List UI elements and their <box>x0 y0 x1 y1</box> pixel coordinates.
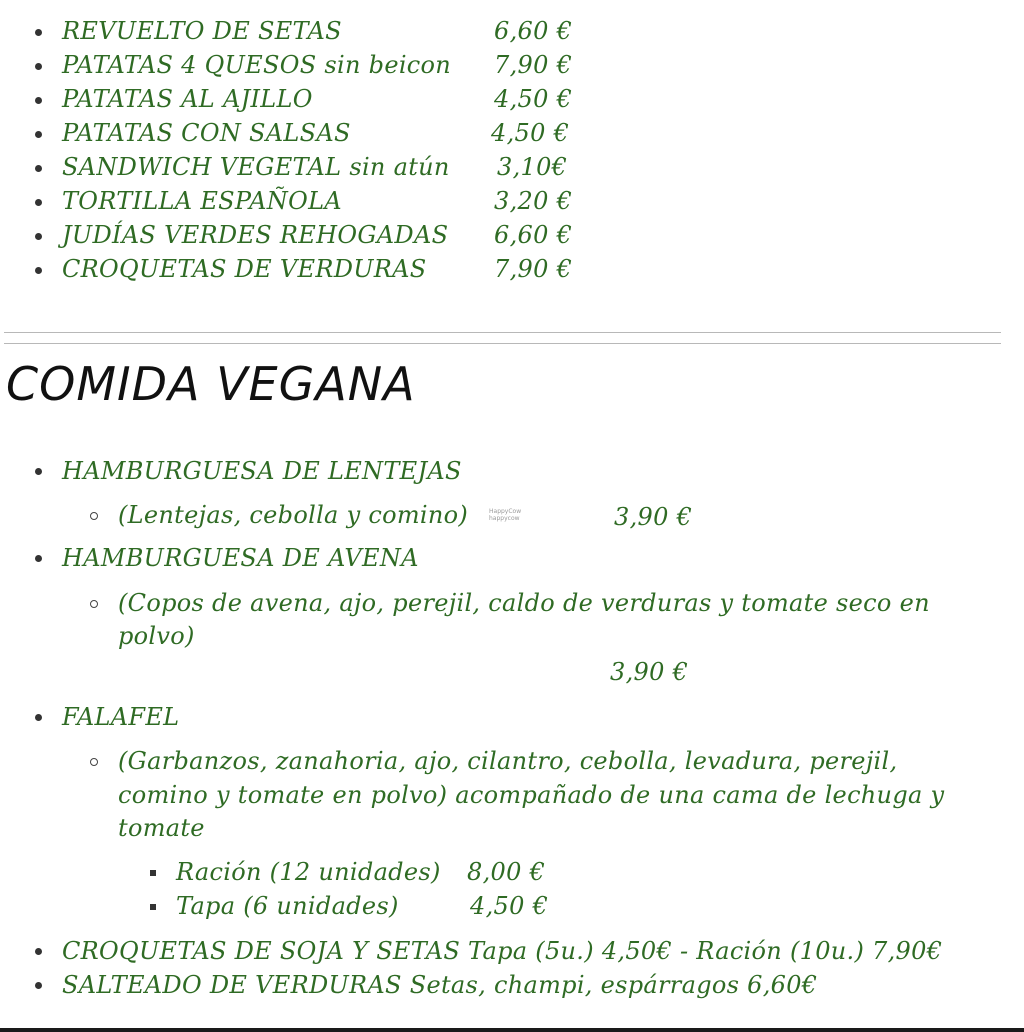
bullet-icon <box>35 29 42 36</box>
item-name: PATATAS AL AJILLO <box>62 85 313 113</box>
circle-bullet-icon <box>90 600 98 608</box>
vegan-item-description: (Copos de avena, ajo, perejil, caldo de verduras y tomate seco en <box>118 589 930 617</box>
top-menu-list <box>0 14 1024 286</box>
vegan-item-name: HAMBURGUESA DE LENTEJAS <box>62 457 462 485</box>
bullet-icon <box>35 714 42 721</box>
menu-item <box>0 116 1024 150</box>
circle-bullet-icon <box>90 512 98 520</box>
menu-item <box>0 48 1024 82</box>
vegan-item-name: HAMBURGUESA DE AVENA <box>62 544 419 572</box>
item-name: PATATAS CON SALSAS <box>62 119 351 147</box>
vegan-item-price: 3,90 € <box>610 658 689 686</box>
menu-item <box>0 184 1024 218</box>
vegan-item-description: (Lentejas, cebolla y comino) <box>118 501 469 529</box>
vegan-item-price: 3,90 € <box>614 503 693 531</box>
item-price: 7,90 € <box>494 255 573 283</box>
bullet-icon <box>35 131 42 138</box>
item-price: 6,60 € <box>494 221 573 249</box>
item-price: 4,50 € <box>491 119 570 147</box>
section-divider <box>4 343 1001 344</box>
menu-item <box>0 150 1024 184</box>
vegan-item-name: FALAFEL <box>62 703 180 731</box>
menu-item <box>0 82 1024 116</box>
item-name: PATATAS 4 QUESOS sin beicon <box>62 51 452 79</box>
item-price: 6,60 € <box>494 17 573 45</box>
watermark-line: HappyCow <box>489 508 522 515</box>
portion-label: Tapa (6 unidades) <box>176 892 399 920</box>
item-price: 4,50 € <box>494 85 573 113</box>
portion-price: 4,50 € <box>470 892 549 920</box>
bullet-icon <box>35 468 42 475</box>
item-price: 3,10€ <box>497 153 568 181</box>
menu-item <box>0 218 1024 252</box>
vegan-item-description: polvo) <box>118 622 195 650</box>
bottom-border <box>0 1028 1024 1032</box>
bullet-icon <box>35 63 42 70</box>
menu-item <box>0 14 1024 48</box>
bullet-icon <box>35 97 42 104</box>
portion-price: 8,00 € <box>467 858 546 886</box>
bullet-icon <box>35 982 42 989</box>
item-price: 3,20 € <box>494 187 573 215</box>
item-name: REVUELTO DE SETAS <box>62 17 342 45</box>
vegan-item-line: CROQUETAS DE SOJA Y SETAS Tapa (5u.) 4,50€ - Ración (10u.) 7,90€ <box>62 937 943 965</box>
item-name: TORTILLA ESPAÑOLA <box>62 187 342 215</box>
item-name: CROQUETAS DE VERDURAS <box>62 255 427 283</box>
menu-item <box>0 252 1024 286</box>
section-divider <box>4 332 1001 333</box>
vegan-item-description: tomate <box>118 814 205 842</box>
section-title: COMIDA VEGANA <box>6 357 416 411</box>
portion-label: Ración (12 unidades) <box>176 858 441 886</box>
bullet-icon <box>35 233 42 240</box>
bullet-icon <box>35 267 42 274</box>
watermark-line: happycow <box>489 515 520 522</box>
vegan-item-description: comino y tomate en polvo) acompañado de una cama de lechuga y <box>118 781 945 809</box>
vegan-item-description: (Garbanzos, zanahoria, ajo, cilantro, cebolla, levadura, perejil, <box>118 747 898 775</box>
happycow-watermark <box>489 508 521 522</box>
vegan-item-line: SALTEADO DE VERDURAS Setas, champi, espárragos 6,60€ <box>62 971 818 999</box>
bullet-icon <box>35 555 42 562</box>
square-bullet-icon <box>150 870 156 876</box>
item-price: 7,90 € <box>494 51 573 79</box>
square-bullet-icon <box>150 904 156 910</box>
bullet-icon <box>35 948 42 955</box>
bullet-icon <box>35 165 42 172</box>
circle-bullet-icon <box>90 758 98 766</box>
item-name: SANDWICH VEGETAL sin atún <box>62 153 450 181</box>
item-name: JUDÍAS VERDES REHOGADAS <box>62 221 449 249</box>
bullet-icon <box>35 199 42 206</box>
